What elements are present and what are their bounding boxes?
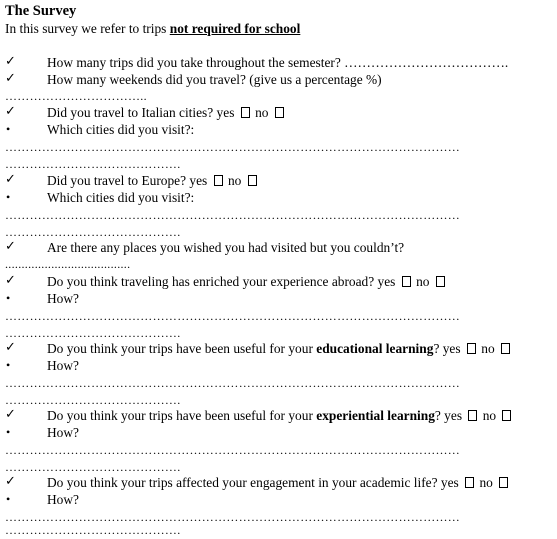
question-wished-places: Are there any places you wished you had visited but you couldn’t? [47, 240, 405, 255]
no-checkbox[interactable] [499, 477, 508, 488]
question-experiential-learning [47, 408, 513, 424]
bullet-icon: • [6, 190, 11, 204]
answer-line[interactable]: ………………………………………………………………………………………………… [5, 140, 461, 154]
intro-emphasis: not required for school [169, 21, 301, 36]
check-icon: ✓ [5, 171, 16, 186]
answer-line[interactable]: ...................................... [5, 257, 131, 271]
answer-line[interactable]: ……………………………………. [5, 157, 181, 171]
question-how: How? [47, 425, 79, 440]
question-how: How? [47, 291, 79, 306]
question-enriched-experience [47, 274, 447, 290]
check-icon: ✓ [5, 272, 16, 287]
answer-line[interactable]: ………………………………. [344, 55, 509, 70]
answer-line[interactable]: ………………………………………………………………………………………………… [5, 309, 461, 323]
answer-line[interactable]: ……………………………………. [5, 225, 181, 239]
check-icon: ✓ [5, 406, 16, 421]
question-emphasis: experiential learning [316, 408, 435, 423]
no-checkbox[interactable] [275, 107, 284, 118]
question-text-end: ? yes [434, 408, 466, 423]
question-which-cities: Which cities did you visit?: [47, 122, 195, 137]
check-icon: ✓ [5, 473, 16, 488]
question-text: Do you think your trips have been useful for your [47, 341, 317, 356]
no-label: no [251, 105, 272, 120]
intro-text [5, 21, 300, 37]
question-europe [47, 173, 259, 189]
yes-checkbox[interactable] [468, 410, 477, 421]
bullet-icon: • [6, 358, 11, 372]
yes-checkbox[interactable] [467, 343, 476, 354]
yes-checkbox[interactable] [241, 107, 250, 118]
answer-line[interactable]: ………………………………………………………………………………………………… [5, 376, 461, 390]
no-label: no [412, 274, 433, 289]
intro-prefix: In this survey we refer to trips [5, 21, 170, 36]
check-icon: ✓ [5, 103, 16, 118]
answer-line[interactable]: ……………………………………. [5, 326, 181, 340]
answer-line[interactable]: ………………………………………………………………………………………………… [5, 510, 461, 524]
answer-line[interactable]: …………………………….. [5, 89, 147, 103]
question-text: Did you travel to Europe? yes [47, 173, 211, 188]
question-text: Did you travel to Italian cities? yes [47, 105, 238, 120]
yes-checkbox[interactable] [214, 175, 223, 186]
check-icon: ✓ [5, 339, 16, 354]
question-how: How? [47, 492, 79, 507]
question-how: How? [47, 358, 79, 373]
question-emphasis: educational learning [316, 341, 434, 356]
question-text: Do you think traveling has enriched your experience abroad? yes [47, 274, 399, 289]
question-text: How many trips did you take throughout the semester? [47, 55, 345, 70]
answer-line[interactable]: ……………………………………. [5, 523, 181, 537]
question-italian-cities [47, 105, 286, 121]
question-educational-learning [47, 341, 512, 357]
question-text-end: ? yes [433, 341, 464, 356]
bullet-icon: • [6, 291, 11, 305]
bullet-icon: • [6, 122, 11, 136]
yes-checkbox[interactable] [402, 276, 411, 287]
question-trips-count [47, 55, 508, 71]
bullet-icon: • [6, 425, 11, 439]
check-icon: ✓ [5, 53, 16, 68]
no-label: no [224, 173, 245, 188]
no-checkbox[interactable] [502, 410, 511, 421]
question-text: Do you think your trips affected your engagement in your academic life? yes [47, 475, 463, 490]
question-weekends: How many weekends did you travel? (give us a percentage %) [47, 72, 382, 87]
no-checkbox[interactable] [501, 343, 510, 354]
no-label: no [477, 341, 499, 356]
no-label: no [479, 408, 500, 423]
answer-line[interactable]: ………………………………………………………………………………………………… [5, 443, 461, 457]
answer-line[interactable]: ………………………………………………………………………………………………… [5, 208, 461, 222]
check-icon: ✓ [5, 70, 16, 85]
no-checkbox[interactable] [248, 175, 257, 186]
answer-line[interactable]: ……………………………………. [5, 460, 181, 474]
no-checkbox[interactable] [436, 276, 445, 287]
bullet-icon: • [6, 492, 11, 506]
no-label: no [476, 475, 497, 490]
check-icon: ✓ [5, 238, 16, 253]
answer-line[interactable]: ……………………………………. [5, 393, 181, 407]
question-text: Do you think your trips have been useful for your [47, 408, 317, 423]
question-academic-engagement [47, 475, 510, 491]
yes-checkbox[interactable] [465, 477, 474, 488]
survey-title: The Survey [5, 3, 77, 19]
question-which-cities: Which cities did you visit?: [47, 190, 195, 205]
